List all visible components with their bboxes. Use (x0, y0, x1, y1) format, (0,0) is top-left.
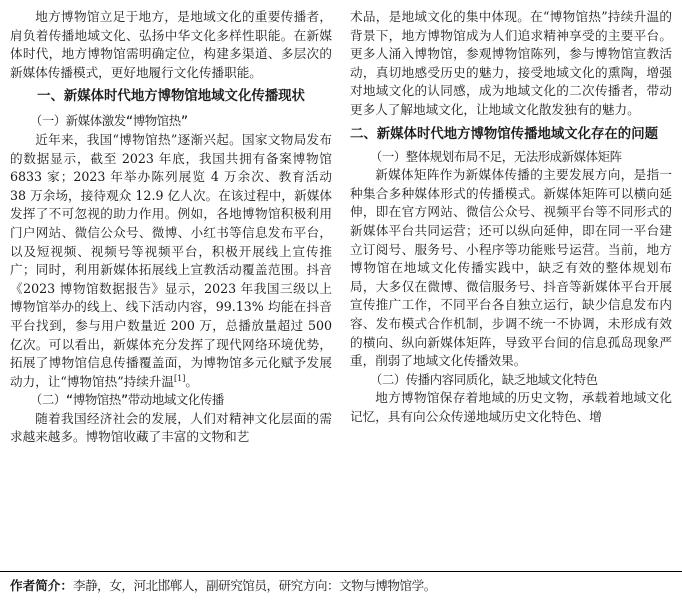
author-footnote (10, 576, 672, 596)
section-1-heading: 一、新媒体时代地方博物馆地域文化传播现状 (37, 89, 305, 105)
subsection-2-1-heading: （一）整体规划布局不足，无法形成新媒体矩阵 (369, 148, 622, 164)
footnote-label: 作者简介： (10, 578, 73, 593)
subsection-2-2-paragraph: 地方博物馆保存着地域的历史文物，承载着地域文化记忆，具有向公众传递地域历史文化特色、增 (350, 390, 672, 424)
continued-paragraph: 术品，是地域文化的集中体现。在“博物馆热”持续升温的背景下，地方博物馆成为人们追求精神享受的主要平台。更多人涌入博物馆，参观博物馆陈列，参与博物馆宣教活动，真切地感受历史的魅力，接受地域文化的熏陶，增强对地域文化的认同感，成为地域文化的二次传播者，带动更多人了解地域文化，让地域文化散发独有的魅力。 (350, 9, 672, 117)
subsection-1-2-paragraph: 随着我国经济社会的发展，人们对精神文化层面的需求越来越多。博物馆收藏了丰富的文物和艺 (10, 410, 332, 445)
section-2-heading: 二、新媒体时代地方博物馆传播地域文化存在的问题 (350, 126, 658, 142)
citation-ref: [1] (174, 373, 186, 383)
right-column (350, 8, 672, 426)
subsection-2-2-heading: （二）传播内容同质化，缺乏地域文化特色 (369, 371, 598, 387)
intro-paragraph: 地方博物馆立足于地方，是地域文化的重要传播者，肩负着传播地域文化、弘扬中华文化多样性职能。在新媒体时代，地方博物馆需明确定位，构建多渠道、多层次的新媒体传播模式，更好地履行文化传播职能。 (10, 9, 332, 80)
footnote-text: 李静，女，河北邯郸人，副研究馆员，研究方向：文物与博物馆学。 (72, 578, 436, 593)
subsection-1-2-heading: （二）“博物馆热”带动地域文化传播 (29, 392, 224, 408)
subsection-1-1-heading: （一）新媒体激发“博物馆热” (29, 113, 188, 129)
footnote-divider (0, 571, 682, 572)
subsection-2-1-paragraph: 新媒体矩阵作为新媒体传播的主要发展方向，是指一种集合多种媒体形式的传播模式。新媒体矩阵可以横向延伸，即在官方网站、微信公众号、视频平台等不同形式的新媒体平台共同运营；还可以纵向延伸，即在同一平台建立订阅号、服务号、小程序等功能账号运营。当前，地方博物馆在地域文化传播实践中，缺乏有效的整体规划布局，大多仅在微博、微信服务号、抖音等新媒体平台开展宣传推广工作，不同平台各自独立运行，缺少信息发布内容、发布模式合作机制，步调不统一不协调，未形成有效的横向、纵向新媒体矩阵，导致平台间的信息孤岛现象严重，削弱了地域文化传播效果。 (350, 167, 672, 369)
left-column (10, 8, 332, 447)
subsection-1-1-paragraph: 近年来，我国“博物馆热”逐渐兴起。国家文物局发布的数据显示，截至 2023 年底，我国共拥有备案博物馆 6833 家；2023 年举办陈列展览 4 万余次、教育活动 38 万余场，接待观众 12.9 亿人次。在该过程中，新媒体发挥了不可忽视的助力作用。例如，各地博物馆积极利用门户网站、微信公众号、微博、小红书等信息发布平台，以及短视频、视频号等视频平台，积极开展线上宣传推广；同时，利用新媒体拓展线上宣教活动覆盖范围。抖音《2023 博物馆数据报告》显示，2023 年我国三级以上博物馆举办的线上、线下活动内容，99.13% 均能在抖音平台找到，参与用户数量近 200 万，总播放量超过 500 亿次。可以看出，新媒体充分发挥了现代网络环境优势，拓展了博物馆信息传播覆盖面，为博物馆多元化赋予发展动力，让“博物馆热”持续升温[1]。 (10, 131, 332, 389)
